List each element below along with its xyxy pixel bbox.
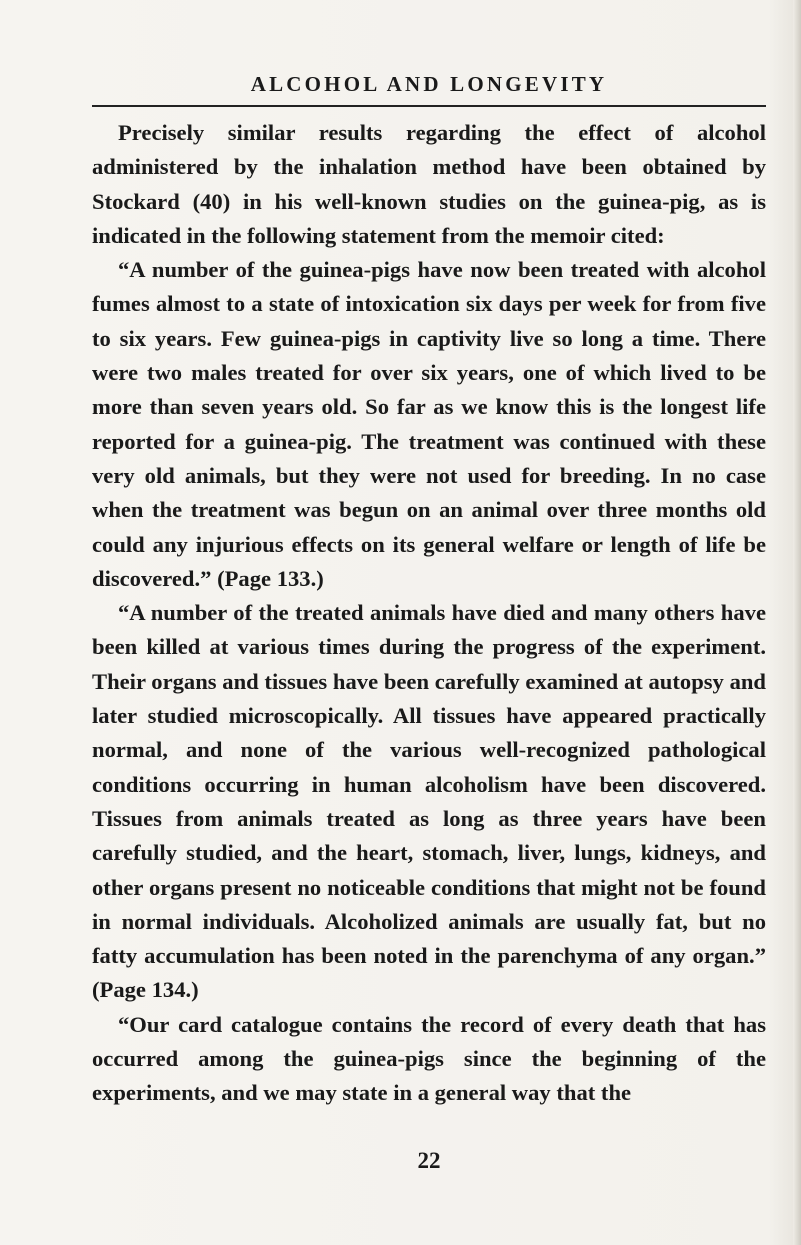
page-number: 22 [417,1148,441,1173]
paragraph-3: “A number of the treated animals have died and many others have been killed at various times during the progress of the experiment. Their organs and tissues have been carefully examined at autopsy and later studied microscopically. All tissues have appeared practically normal, and none of the various well-recognized pathological conditions occurring in human alcoholism have been discovered. Tissues from animals treated as long as three years have been carefully studied, and the heart, stomach, liver, lungs, kidneys, and other organs present no noticeable conditions that might not be found in normal individuals. Alcoholized animals are usually fat, but no fatty accumulation has been noted in the parenchyma of any organ.” (Page 134.) [92,600,766,1003]
paragraph-1: Precisely similar results regarding the effect of alcohol administered by the inhalation method have been obtained by Stockard (40) in his well-known studies on the guinea-pig, as is indicated in the following statement from the memoir cited: [92,120,766,248]
body-text [92,116,766,1111]
paragraph-4: “Our card catalogue contains the record of every death that has occurred among the guinea-pigs since the beginning of the experiments, and we may state in a general way that the [92,1011,766,1106]
page-edge [793,0,801,1245]
header-rule [92,105,766,107]
paragraph-2: “A number of the guinea-pigs have now been treated with alcohol fumes almost to a state of intoxication six days per week for from five to six years. Few guinea-pigs in captivity live so long a time. There were two males treated for over six years, one of which lived to be more than seven years old. So far as we know this is the longest life reported for a guinea-pig. The treatment was continued with these very old animals, but they were not used for breeding. In no case when the treatment was begun on an animal over three months old could any injurious effects on its general welfare or length of life be discovered.” (Page 133.) [92,257,766,591]
running-head: ALCOHOL AND LONGEVITY [250,72,608,96]
